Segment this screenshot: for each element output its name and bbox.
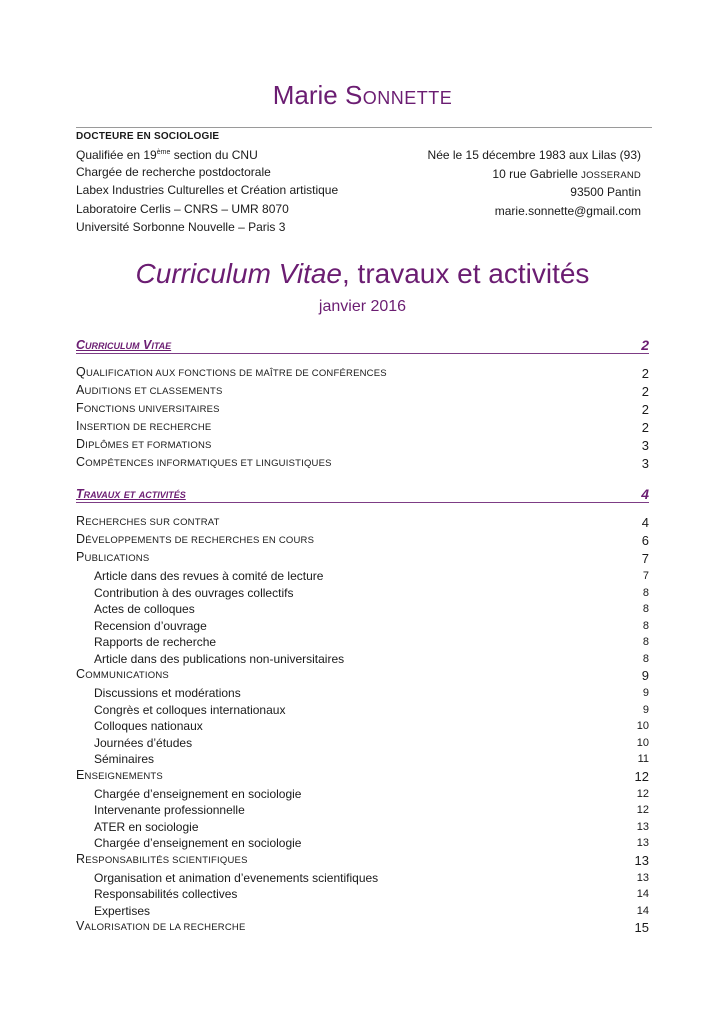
document-title: Curriculum Vitae, travaux et activités <box>135 258 590 289</box>
degree-title: DOCTEURE EN SOCIOLOGIE <box>76 131 220 142</box>
toc-entry[interactable]: RECHERCHES SUR CONTRAT 4 <box>76 514 649 530</box>
toc-entry[interactable]: VALORISATION DE LA RECHERCHE 15 <box>76 919 649 935</box>
qualification-line: Qualifiée en 19ème section du CNU <box>76 148 258 162</box>
toc-entry[interactable]: QUALIFICATION AUX FONCTIONS DE MAÎTRE DE CONFÉRENCES 2 <box>76 365 649 381</box>
city-line: 93500 Pantin <box>570 185 641 199</box>
toc-entry[interactable]: COMMUNICATIONS 9 <box>76 667 649 683</box>
toc-subentry[interactable]: Recension d’ouvrage 8 <box>94 618 649 633</box>
toc-heading-travaux[interactable]: Travaux et activités 4 <box>76 482 649 503</box>
toc-subentry[interactable]: Congrès et colloques internationaux 9 <box>94 702 649 717</box>
email-link[interactable]: marie.sonnette@gmail.com <box>494 203 641 218</box>
toc-subentry[interactable]: Rapports de recherche 8 <box>94 635 649 649</box>
toc-subentry[interactable]: Actes de colloques 8 <box>94 602 649 616</box>
document-date: janvier 2016 <box>318 298 407 315</box>
position-line: Chargée de recherche postdoctorale <box>76 164 271 179</box>
toc-subentry[interactable]: Intervenante professionnelle 12 <box>94 803 649 817</box>
street-line: 10 rue Gabrielle JOSSERAND <box>492 166 641 181</box>
university-line: Université Sorbonne Nouvelle – Paris 3 <box>76 220 286 234</box>
toc-entry[interactable]: RESPONSABILITÉS SCIENTIFIQUES 13 <box>76 851 649 868</box>
toc-subentry[interactable]: Séminaires 11 <box>94 752 649 766</box>
toc-heading-cv[interactable]: Curriculum Vitae 2 <box>76 333 649 354</box>
toc-subentry[interactable]: Discussions et modérations 9 <box>94 686 649 700</box>
toc-section-cv <box>76 333 649 473</box>
toc-subentry[interactable]: Journées d’études 10 <box>94 735 649 750</box>
affiliation-block <box>76 131 376 237</box>
toc-subentry[interactable]: Responsabilités collectives 14 <box>94 887 649 901</box>
contact-block <box>341 146 641 220</box>
toc-entry[interactable]: AUDITIONS ET CLASSEMENTS 2 <box>76 383 649 399</box>
toc-entry[interactable]: DIPLÔMES ET FORMATIONS 3 <box>76 437 649 453</box>
toc-section-travaux <box>76 482 649 937</box>
toc-subentry[interactable]: Chargée d’enseignement en sociologie 13 <box>94 836 649 850</box>
toc-subentry[interactable]: ATER en sociologie 13 <box>94 819 649 834</box>
toc-entry[interactable]: INSERTION DE RECHERCHE 2 <box>76 419 649 435</box>
toc-entry[interactable]: PUBLICATIONS 7 <box>76 550 649 566</box>
toc-subentry[interactable]: Article dans des publications non-universitaires 8 <box>94 651 649 666</box>
author-first-name: Marie <box>272 80 338 110</box>
toc-subentry[interactable]: Chargée d’enseignement en sociologie 12 <box>94 786 649 801</box>
header-divider <box>76 127 652 128</box>
toc-entry[interactable]: FONCTIONS UNIVERSITAIRES 2 <box>76 401 649 417</box>
toc-entry[interactable]: ENSEIGNEMENTS 12 <box>76 767 649 784</box>
toc-subentry[interactable]: Article dans des revues à comité de lecture 7 <box>94 569 649 583</box>
toc-subentry[interactable]: Expertises 14 <box>94 903 649 918</box>
birth-line: Née le 15 décembre 1983 aux Lilas (93) <box>427 148 641 162</box>
toc-entry[interactable]: DÉVELOPPEMENTS DE RECHERCHES EN COURS 6 <box>76 532 649 548</box>
author-last-name: Sonnette <box>344 80 453 110</box>
toc-entry[interactable]: COMPÉTENCES INFORMATIQUES ET LINGUISTIQUES 3 <box>76 455 649 471</box>
toc-subentry[interactable]: Organisation et animation d’evenements scientifiques 13 <box>94 870 649 885</box>
author-name <box>0 80 725 111</box>
toc-subentry[interactable]: Contribution à des ouvrages collectifs 8 <box>94 585 649 600</box>
labex-line: Labex Industries Culturelles et Création artistique <box>76 183 339 197</box>
laboratory-line: Laboratoire Cerlis – CNRS – UMR 8070 <box>76 201 289 216</box>
toc-subentry[interactable]: Colloques nationaux 10 <box>94 719 649 733</box>
